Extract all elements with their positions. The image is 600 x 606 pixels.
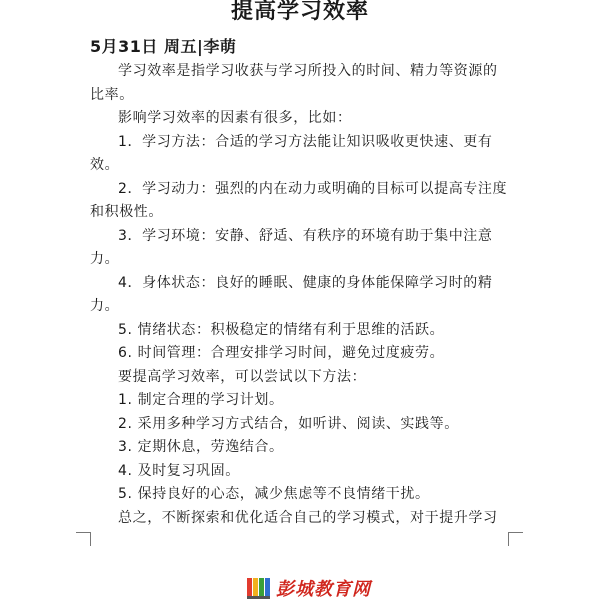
page-corner-mark-right: [508, 532, 523, 546]
document-body: [90, 60, 510, 530]
list-item: 3．学习环境：安静、舒适、有秩序的环境有助于集中注意力。: [90, 227, 493, 267]
list-item: 2．学习动力：强烈的内在动力或明确的目标可以提高专注度和积极性。: [90, 180, 508, 220]
list-item: 6. 时间管理：合理安排学习时间，避免过度疲劳。: [118, 345, 445, 361]
list-item: 5. 保持良好的心态，减少焦虑等不良情绪干扰。: [118, 486, 430, 502]
list-item: 4．身体状态：良好的睡眠、健康的身体能保障学习时的精力。: [90, 274, 493, 314]
page-corner-mark-left: [76, 532, 91, 546]
list-item: 1. 制定合理的学习计划。: [118, 392, 284, 408]
list-item: 3. 定期休息，劳逸结合。: [118, 439, 284, 455]
list-item: 5. 情绪状态：积极稳定的情绪有利于思维的活跃。: [118, 321, 445, 338]
paragraph-factors: 影响学习效率的因素有很多，比如：: [118, 110, 352, 126]
list-item: 4. 及时复习巩固。: [118, 462, 240, 479]
document-title: 提高学习效率: [230, 0, 369, 24]
paragraph-methods: 要提高学习效率，可以尝试以下方法：: [118, 368, 367, 385]
watermark-text: 彭城教育网: [276, 579, 371, 600]
book-stack-icon: [246, 575, 272, 601]
list-item: 1．学习方法：合适的学习方法能让知识吸收更快速、更有效。: [90, 133, 493, 173]
list-item: 2. 采用多种学习方式结合，如听讲、阅读、实践等。: [118, 415, 459, 432]
paragraph-conclusion: 总之，不断探索和优化适合自己的学习模式，对于提升学习: [118, 509, 498, 526]
watermark-logo: [246, 574, 371, 602]
paragraph-intro: 学习效率是指学习收获与学习所投入的时间、精力等资源的比率。: [90, 63, 498, 103]
date-author-line: 5月31日 周五|李萌: [90, 37, 237, 56]
